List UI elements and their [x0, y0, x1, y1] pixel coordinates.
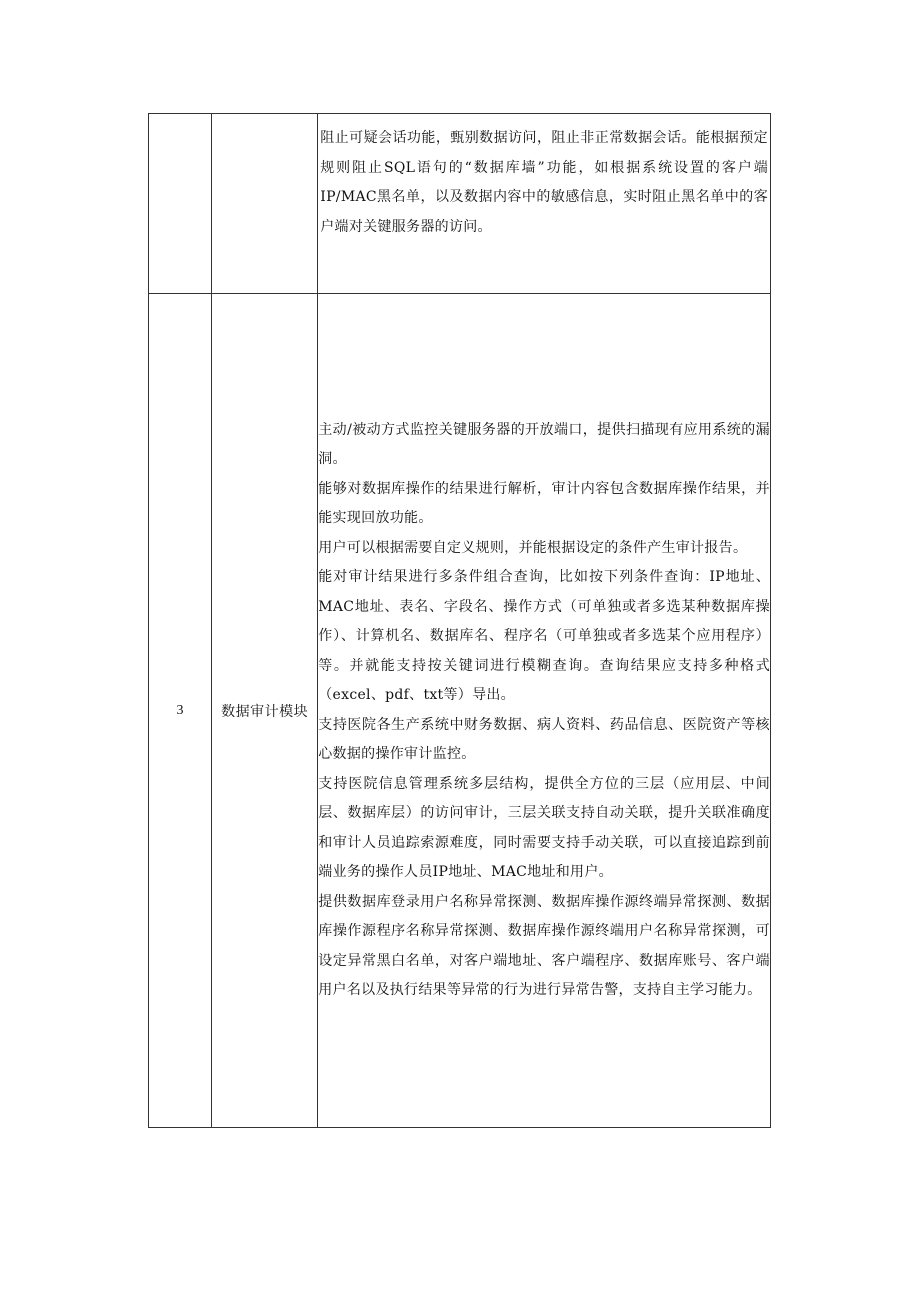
description-paragraph: 支持医院各生产系统中财务数据、病人资料、药品信息、医院资产等核心数据的操作审计监控。 [318, 716, 770, 762]
requirements-table [148, 113, 771, 1128]
module-name-cell [212, 114, 318, 294]
description-paragraph: 能对审计结果进行多条件组合查询，比如按下列条件查询：IP地址、MAC地址、表名、字段名、操作方式（可单独或者多选某种数据库操作）、计算机名、数据库名、程序名（可单独或者多选某个应用程序）等。并就能支持按关键词进行模糊查询。查询结果应支持多种格式（excel、pdf、txt等）导出。 [318, 569, 770, 703]
table-row [149, 114, 771, 294]
description-paragraph: 能够对数据库操作的结果进行解析，审计内容包含数据库操作结果，并能实现回放功能。 [318, 480, 770, 526]
table-row [149, 294, 771, 1128]
description-paragraph: 提供数据库登录用户名称异常探测、数据库操作源终端异常探测、数据库操作源程序名称异常探测、数据库操作源终端用户名称异常探测，可设定异常黑白名单，对客户端地址、客户端程序、数据库账号、客户端用户名以及执行结果等异常的行为进行异常告警，支持自主学习能力。 [318, 893, 770, 998]
description-paragraph: 阻止可疑会话功能，甄别数据访问，阻止非正常数据会话。能根据预定规则阻止SQL语句的“数据库墙”功能，如根据系统设置的客户端IP/MAC黑名单，以及数据内容中的敏感信息，实时阻止黑名单中的客户端对关键服务器的访问。 [320, 130, 768, 235]
module-name-cell: 数据审计模块 [212, 294, 318, 1128]
description-paragraph: 主动/被动方式监控关键服务器的开放端口，提供扫描现有应用系统的漏洞。 [318, 421, 770, 467]
row-number-cell [149, 114, 212, 294]
description-paragraph: 用户可以根据需要自定义规则，并能根据设定的条件产生审计报告。 [318, 539, 748, 556]
description-cell [318, 114, 771, 294]
description-paragraph: 支持医院信息管理系统多层结构，提供全方位的三层（应用层、中间层、数据库层）的访问审计，三层关联支持自动关联，提升关联准确度和审计人员追踪索源难度，同时需要支持手动关联，可以直接追踪到前端业务的操作人员IP地址、MAC地址和用户。 [318, 775, 770, 880]
row-number-cell: 3 [149, 294, 212, 1128]
description-cell [318, 294, 771, 1128]
